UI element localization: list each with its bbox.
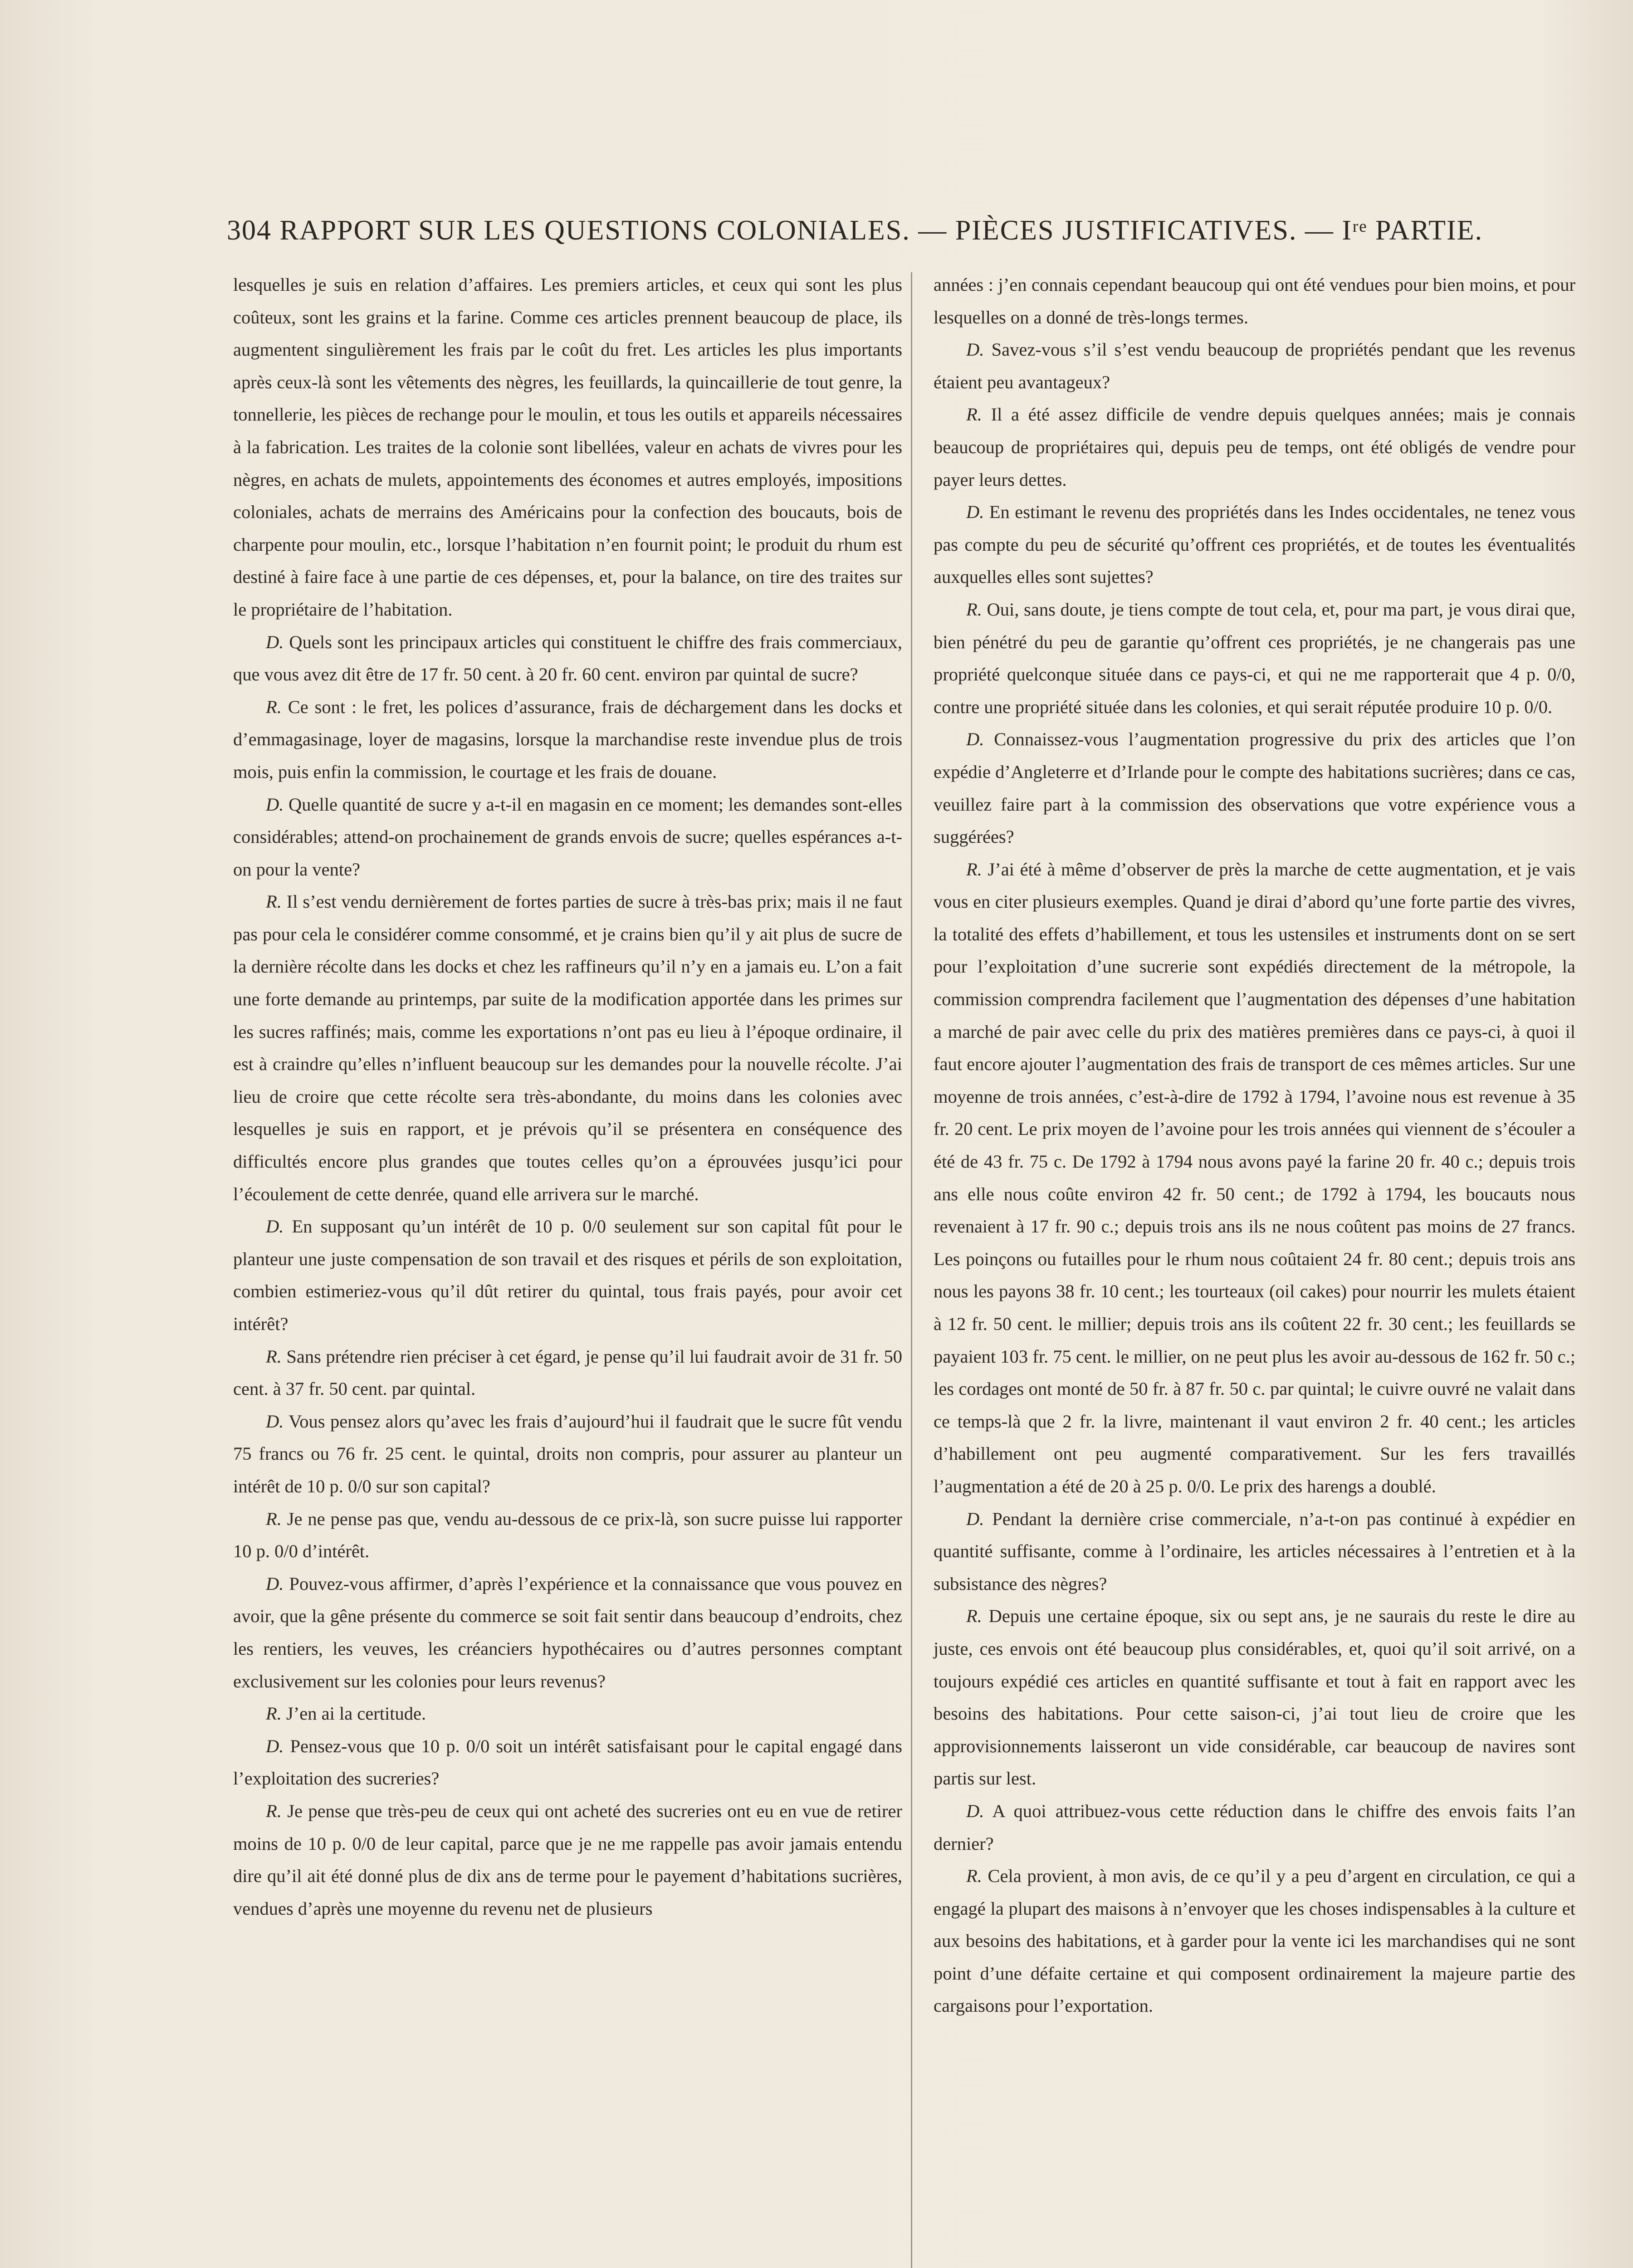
answer-paragraph bbox=[233, 691, 902, 788]
speaker-label: R. bbox=[266, 1800, 282, 1821]
answer-paragraph bbox=[233, 1795, 902, 1925]
answer-paragraph bbox=[934, 1860, 1575, 2022]
paragraph-text: Oui, sans doute, je tiens compte de tout cela, et, pour ma part, je vous dirai que, bien pénétré du peu de garantie qu’offrent ces propriétés, je ne changerais pas une propriété quelconque située dans ce pays-ci, et qui ne me rapporterait que 4 p. 0/0, contre une propriété située dans les colonies, et qui serait réputée produire 10 p. 0/0. bbox=[934, 599, 1576, 717]
paragraph-text: Savez-vous s’il s’est vendu beaucoup de propriétés pendant que les revenus étaient peu avantageux? bbox=[934, 339, 1575, 392]
answer-paragraph bbox=[934, 593, 1575, 723]
page-number: 304 bbox=[227, 215, 272, 246]
continued-paragraph bbox=[233, 269, 902, 626]
answer-paragraph bbox=[934, 1600, 1575, 1795]
speaker-label: D. bbox=[266, 1411, 284, 1432]
speaker-label: D. bbox=[266, 794, 284, 815]
question-paragraph bbox=[233, 1405, 902, 1503]
answer-paragraph bbox=[233, 885, 902, 1210]
paragraph-text: En estimant le revenu des propriétés dans les Indes occidentales, ne tenez vous pas compte du peu de sécurité qu’offrent ces propriétés, et de toutes les éventualités auxquelles elles sont sujettes? bbox=[934, 502, 1575, 587]
answer-paragraph bbox=[233, 1697, 902, 1730]
speaker-label: D. bbox=[266, 631, 284, 652]
speaker-label: R. bbox=[966, 1606, 982, 1627]
paragraph-text: Quels sont les principaux articles qui constituent le chiffre des frais commerciaux, que vous avez dit être de 17 fr. 50 cent. à 20 fr. 60 cent. environ par quintal de sucre? bbox=[233, 631, 902, 685]
paragraph-text: Vous pensez alors qu’avec les frais d’aujourd’hui il faudrait que le sucre fût vendu 75 francs ou 76 fr. 25 cent. le quintal, droits non compris, pour assurer au planteur un intérêt de 10 p. 0/0 sur son capital? bbox=[233, 1411, 902, 1496]
question-paragraph bbox=[233, 1210, 902, 1340]
speaker-label: R. bbox=[966, 859, 982, 880]
paragraph-text: Pouvez-vous affirmer, d’après l’expérience et la connaissance que vous pouvez en avoir, que la gêne présente du commerce se soit fait sentir dans beaucoup d’endroits, chez les rentiers, les veuves, les créanciers hypothécaires ou d’autres personnes comptant exclusivement sur les colonies pour leurs revenus? bbox=[233, 1573, 903, 1691]
paragraph-text: Je pense que très-peu de ceux qui ont acheté des sucreries ont eu en vue de retirer moins de 10 p. 0/0 de leur capital, parce que je ne me rappelle pas avoir jamais entendu dire qu’il ait été donné plus de dix ans de terme pour le payement d’habitations sucrières, vendues d’après une moyenne du revenu net de plusieurs bbox=[233, 1800, 903, 1919]
question-paragraph bbox=[233, 626, 902, 691]
speaker-label: D. bbox=[266, 1573, 284, 1594]
question-paragraph bbox=[233, 1730, 902, 1795]
question-paragraph bbox=[934, 333, 1575, 398]
paragraph-text: J’en ai la certitude. bbox=[286, 1703, 426, 1724]
answer-paragraph bbox=[233, 1340, 902, 1405]
right-column bbox=[934, 269, 1575, 2022]
paragraph-text: Connaissez-vous l’augmentation progressive du prix des articles que l’on expédie d’Angleterre et d’Irlande pour le compte des habitations sucrières; dans ce cas, veuillez faire part à la commission des observations que votre expérience vous a suggérées? bbox=[934, 729, 1576, 847]
running-title: RAPPORT SUR LES QUESTIONS COLONIALES. — PIÈCES JUSTIFICATIVES. — Iʳᵉ PARTIE. bbox=[279, 215, 1483, 246]
paragraph-text: Il s’est vendu dernièrement de fortes parties de sucre à très-bas prix; mais il ne faut pas pour cela le considérer comme consommé, et je crains bien qu’il y ait plus de sucre de la dernière récolte dans les docks et chez les raffineurs qu’il n’y en a jamais eu. L’on a fait une forte demande au printemps, par suite de la modification apportée dans les primes sur les sucres raffinés; mais, comme les exportations n’ont pas eu lieu à l’époque ordinaire, il est à craindre qu’elles n’influent beaucoup sur les demandes pour la nouvelle récolte. J’ai lieu de croire que cette récolte sera très-abondante, du moins dans les colonies avec lesquelles je suis en rapport, et je prévois qu’il se présentera en conséquence des difficultés encore plus grandes que toutes celles qu’on a éprouvées jusqu’ici pour l’écoulement de cette denrée, quand elle arrivera sur le marché. bbox=[233, 891, 902, 1204]
paragraph-text: Je ne pense pas que, vendu au-dessous de ce prix-là, son sucre puisse lui rapporter 10 p. 0/0 d’intérêt. bbox=[233, 1508, 902, 1562]
question-paragraph bbox=[934, 1503, 1575, 1600]
question-paragraph bbox=[233, 1568, 902, 1697]
speaker-label: D. bbox=[266, 1735, 284, 1756]
speaker-label: R. bbox=[266, 1703, 282, 1724]
paragraph-text: Il a été assez difficile de vendre depuis quelques années; mais je connais beaucoup de propriétaires qui, depuis peu de temps, ont été obligés de vendre pour payer leurs dettes. bbox=[934, 404, 1575, 490]
page-header bbox=[227, 212, 1542, 249]
speaker-label: D. bbox=[966, 339, 984, 360]
speaker-label: D. bbox=[966, 502, 984, 523]
left-column bbox=[233, 269, 902, 1925]
speaker-label: R. bbox=[966, 1866, 982, 1887]
paragraph-text: En supposant qu’un intérêt de 10 p. 0/0 seulement sur son capital fût pour le planteur une juste compensation de son travail et des risques et périls de son exploitation, combien estimeriez-vous qu’il dût retirer du quintal, tous frais payés, pour avoir cet intérêt? bbox=[233, 1216, 903, 1334]
speaker-label: D. bbox=[966, 1800, 984, 1821]
paragraph-text: Pendant la dernière crise commerciale, n’a-t-on pas continué à expédier en quantité suffisante, comme à l’ordinaire, les articles nécessaires à l’entretien et à la subsistance des nègres? bbox=[934, 1508, 1576, 1594]
speaker-label: D. bbox=[966, 729, 984, 750]
speaker-label: D. bbox=[266, 1216, 284, 1237]
question-paragraph bbox=[934, 496, 1575, 593]
answer-paragraph bbox=[233, 1503, 902, 1568]
speaker-label: R. bbox=[966, 404, 982, 425]
column-divider bbox=[911, 272, 912, 2268]
paragraph-text: Cela provient, à mon avis, de ce qu’il y a peu d’argent en circulation, ce qui a engagé la plupart des maisons à n’envoyer que les choses indispensables à la culture et aux besoins des habitations, et à garder pour la vente ici les marchandises qui ne sont point d’une défaite certaine et qui composent ordinairement la majeure partie des cargaisons pour l’exportation. bbox=[934, 1866, 1576, 2016]
speaker-label: R. bbox=[266, 1346, 282, 1367]
speaker-label: R. bbox=[966, 599, 982, 620]
paragraph-text: Ce sont : le fret, les polices d’assurance, frais de déchargement dans les docks et d’emmagasinage, loyer de magasins, lorsque la marchandise reste invendue plus de trois mois, puis enfin la commission, le courtage et les frais de douane. bbox=[233, 696, 902, 782]
paragraph-text: Pensez-vous que 10 p. 0/0 soit un intérêt satisfaisant pour le capital engagé dans l’exploitation des sucreries? bbox=[233, 1735, 903, 1789]
question-paragraph bbox=[233, 788, 902, 886]
question-paragraph bbox=[934, 1795, 1575, 1860]
paragraph-text: lesquelles je suis en relation d’affaires. Les premiers articles, et ceux qui sont les plus coûteux, sont les grains et la farine. Comme ces articles prennent beaucoup de place, ils augmentent singulièrement les frais par le coût du fret. Les articles les plus importants après ceux-là sont les vêtements des nègres, les feuillards, la quincaillerie de tout genre, la tonnellerie, les pièces de rechange pour le moulin, et tous les outils et appareils nécessaires à la fabrication. Les traites de la colonie sont libellées, valeur en achats de vivres pour les nègres, en achats de mulets, appointements des économes et autres employés, impositions coloniales, achats de merrains des Américains pour la confection des boucauts, bois de charpente pour moulin, etc., lorsque l’habitation n’en fournit point; le produit du rhum est destiné à faire face à une partie de ces dépenses, et, pour la balance, on tire des traites sur le propriétaire de l’habitation. bbox=[233, 274, 902, 620]
question-paragraph bbox=[934, 723, 1575, 853]
paragraph-text: Quelle quantité de sucre y a-t-il en magasin en ce moment; les demandes sont-elles considérables; attend-on prochainement de grands envois de sucre; quelles espérances a-t-on pour la vente? bbox=[233, 794, 903, 880]
answer-paragraph bbox=[934, 853, 1575, 1503]
speaker-label: R. bbox=[266, 696, 282, 717]
speaker-label: R. bbox=[266, 1508, 282, 1529]
paragraph-text: Sans prétendre rien préciser à cet égard, je pense qu’il lui faudrait avoir de 31 fr. 50 cent. à 37 fr. 50 cent. par quintal. bbox=[233, 1346, 902, 1399]
speaker-label: D. bbox=[966, 1508, 984, 1529]
paragraph-text: J’ai été à même d’observer de près la marche de cette augmentation, et je vais vous en citer plusieurs exemples. Quand je dirai d’abord qu’une forte partie des vivres, la totalité des effets d’habillement, et tous les ustensiles et instruments dont on se sert pour l’exploitation d’une sucrerie sont expédiés directement de la métropole, la commission comprendra facilement que l’augmentation des dépenses d’une habitation a marché de pair avec celle du prix des matières premières dans ce pays-ci, à quoi il faut encore ajouter l’augmentation des frais de transport de ces mêmes articles. Sur une moyenne de trois années, c’est-à-dire de 1792 à 1794, l’avoine nous est revenue à 35 fr. 20 cent. Le prix moyen de l’avoine pour les trois années qui viennent de s’écouler a été de 43 fr. 75 c. De 1792 à 1794 nous avons payé la farine 20 fr. 40 c.; depuis trois ans elle nous coûte environ 42 fr. 50 cent.; de 1792 à 1794, les boucauts nous revenaient à 17 fr. 90 c.; depuis trois ans ils ne nous coûtent pas moins de 27 francs. Les poinçons ou futailles pour le rhum nous coûtaient 24 fr. 80 cent.; depuis trois ans nous les payons 38 fr. 10 cent.; les tourteaux (oil cakes) pour nourrir les mulets étaient à 12 fr. 50 cent. le millier; depuis trois ans ils coûtent 22 fr. 30 cent.; les feuillards se payaient 103 fr. 75 cent. le millier, on ne peut plus les avoir au-dessous de 162 fr. 50 c.; les cordages ont monté de 50 fr. à 87 fr. 50 c. par quintal; le cuivre ouvré ne valait dans ce temps-là que 2 fr. la livre, maintenant il vaut environ 2 fr. 40 cent.; les articles d’habillement ont peu augmenté comparativement. Sur les fers travaillés l’augmentation a été de 20 à 25 p. 0/0. Le prix des harengs a doublé. bbox=[934, 859, 1575, 1496]
paragraph-text: A quoi attribuez-vous cette réduction dans le chiffre des envois faits l’an dernier? bbox=[934, 1800, 1576, 1854]
paragraph-text: années : j’en connais cependant beaucoup qui ont été vendues pour bien moins, et pour lesquelles on a donné de très-longs termes. bbox=[934, 274, 1575, 327]
answer-paragraph bbox=[934, 398, 1575, 496]
paragraph-text: Depuis une certaine époque, six ou sept ans, je ne saurais du reste le dire au juste, ces envois ont été beaucoup plus considérables, et, quoi qu’il soit arrivé, on a toujours expédié ces articles en quantité suffisante et tout à fait en rapport avec les besoins des habitations. Pour cette saison-ci, j’ai tout lieu de croire que les approvisionnements laisseront un vide considérable, car beaucoup de navires sont partis sur lest. bbox=[934, 1606, 1576, 1789]
continued-paragraph bbox=[934, 269, 1575, 333]
speaker-label: R. bbox=[266, 891, 282, 912]
